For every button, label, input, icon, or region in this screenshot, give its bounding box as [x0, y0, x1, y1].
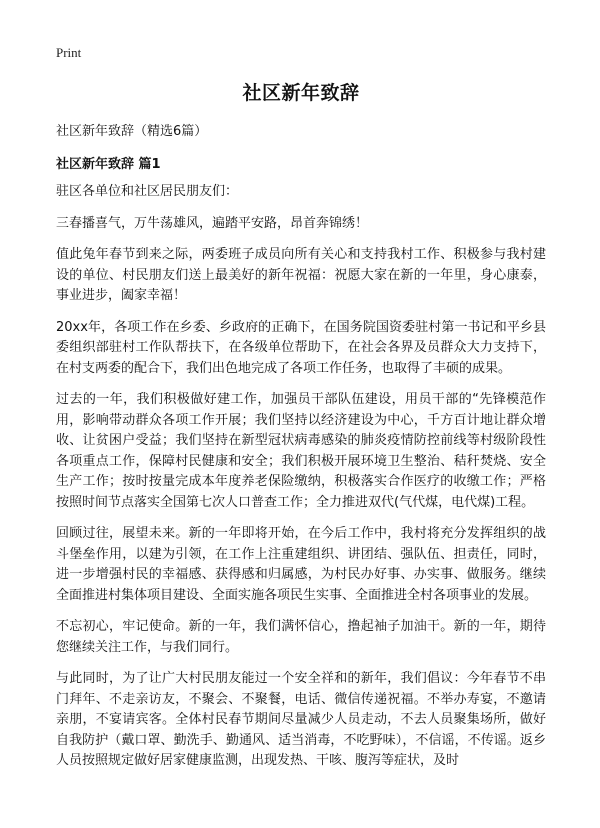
document-body — [56, 78, 546, 783]
page-title: 社区新年致辞 — [242, 82, 360, 104]
paragraph-past-year-work: 过去的一年，我们积极做好建工作，加强员干部队伍建设，用员干部的“先锋模范作用，影响带动群众各项工作开展；我们坚持以经济建设为中心，千方百计地让群众增收、让贫困户受益；我们坚持在新型冠状病毒感染的肺炎疫情防控前线等村级阶段性各项重点工作，保障村民健康和安全；我们积极开展环境卫生整治、秸秆焚烧、安全生产工作；按时按量完成本年度养老保险缴纳，积极落实合作医疗的收缴工作；严格按照时间节点落实全国第七次人口普查工作；全力推进双代(气代煤，电代煤)工程。 — [56, 392, 546, 510]
print-link[interactable]: Print — [56, 45, 82, 60]
paragraph-slogan: 三春播喜气，万牛荡雄风，遍踏平安路，昂首奔锦绣！ — [56, 215, 369, 231]
paragraph-new-year-wishes: 值此兔年春节到来之际，两委班子成员向所有关心和支持我村工作、积极参与我村建设的单位、村民朋友们送上最美好的新年祝福：祝愿大家在新的一年里，身心康泰，事业进步，阖家幸福！ — [56, 247, 546, 303]
section-heading: 社区新年致辞 篇1 — [56, 157, 161, 172]
paragraph-initiative: 与此同时，为了让广大村民朋友能过一个安全祥和的新年，我们倡议：今年春节不串门拜年、不走亲访友，不聚会、不聚餐，电话、微信传递祝福。不举办寿宴，不邀请亲朋，不宴请宾客。全体村民春节期间尽量减少人员走动，不去人员聚集场所，做好自我防护（戴口罩、勤洗手、勤通风、适当消毒，不吃野味），不信谣，不传谣。返乡人员按照规定做好居家健康监测，出现发热、干咳、腹泻等症状，及时 — [56, 671, 546, 768]
paragraph-mission: 不忘初心，牢记使命。新的一年，我们满怀信心，撸起袖子加油干。新的一年，期待您继续关注工作，与我们同行。 — [56, 619, 546, 655]
paragraph-outlook: 回顾过往，展望未来。新的一年即将开始，在今后工作中，我村将充分发挥组织的战斗堡垒作用，以建为引领，在工作上注重建组织、讲团结、强队伍、担责任，同时，进一步增强村民的幸福感、获得感和归属感，为村民办好事、办实事、做服务。继续全面推进村集体项目建设、全面实施各项民生实事、全面推进全村各项事业的发展。 — [56, 526, 546, 603]
paragraph-year-summary: 20xx年，各项工作在乡委、乡政府的正确下，在国务院国资委驻村第一书记和平乡县委组织部驻村工作队帮扶下，在各级单位帮助下，在社会各界及员群众大力支持下，在村支两委的配合下，我们出色地完成了各项工作任务，也取得了丰硕的成果。 — [56, 319, 546, 376]
paragraph-greeting: 驻区各单位和社区居民朋友们： — [56, 184, 239, 199]
document-subtitle: 社区新年致辞（精选6篇） — [56, 124, 208, 139]
